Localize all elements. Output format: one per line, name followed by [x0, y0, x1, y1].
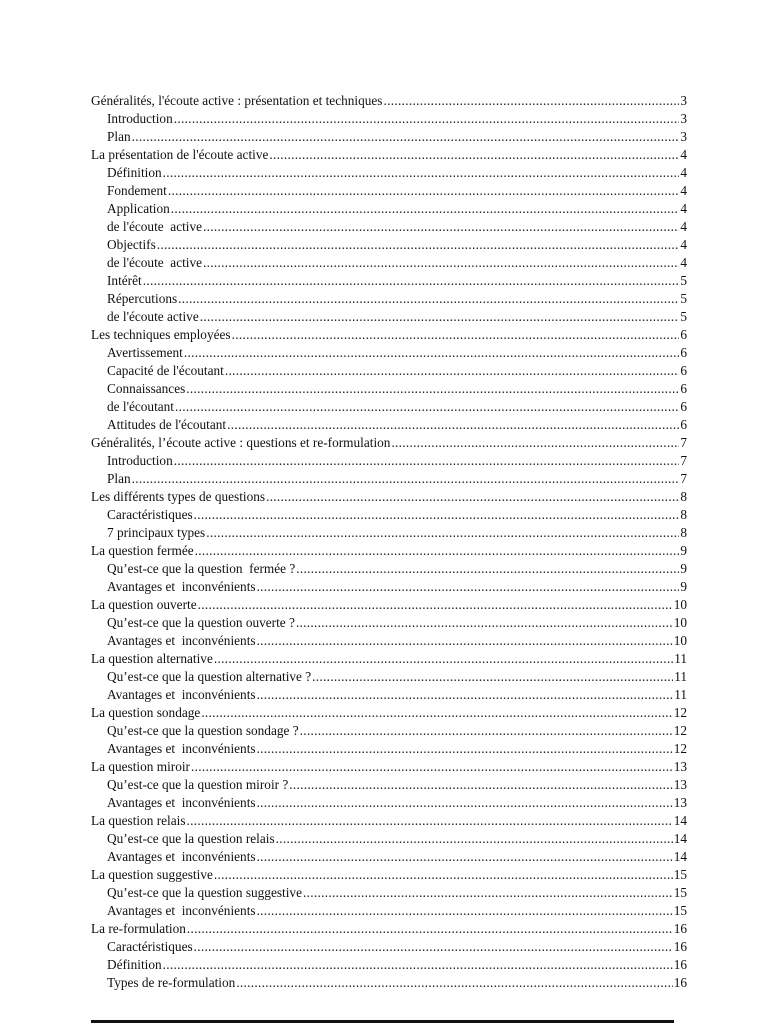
toc-entry[interactable] [91, 254, 687, 272]
toc-dot-leader [276, 830, 673, 848]
toc-entry[interactable] [91, 722, 687, 740]
toc-page-number: 14 [673, 813, 687, 828]
toc-dot-leader [157, 236, 680, 254]
toc-page-number: 11 [674, 669, 687, 684]
toc-dot-leader [300, 722, 673, 740]
toc-dot-leader [225, 362, 680, 380]
toc-entry-title: Plan [107, 129, 131, 144]
toc-entry[interactable] [91, 668, 687, 686]
toc-page-number: 16 [673, 921, 687, 936]
toc-dot-leader [257, 848, 673, 866]
toc-dot-leader [194, 938, 673, 956]
toc-page-number: 3 [680, 111, 687, 126]
toc-entry[interactable] [91, 326, 687, 344]
toc-entry-title: Capacité de l'écoutant [107, 363, 224, 378]
toc-page-number: 6 [680, 327, 687, 342]
toc-entry-title: Introduction [107, 111, 173, 126]
toc-page-number: 4 [680, 255, 687, 270]
toc-dot-leader [187, 920, 673, 938]
toc-page-number: 6 [680, 399, 687, 414]
toc-page-number: 16 [673, 939, 687, 954]
toc-entry-title: La présentation de l'écoute active [91, 147, 269, 162]
toc-entry-title: Qu’est-ce que la question miroir ? [107, 777, 289, 792]
toc-dot-leader [296, 560, 679, 578]
toc-entry[interactable] [91, 812, 687, 830]
toc-dot-leader [175, 398, 679, 416]
toc-page-number: 15 [673, 867, 687, 882]
toc-entry-title: Caractéristiques [107, 939, 193, 954]
toc-entry-title: Généralités, l'écoute active : présentation et techniques [91, 93, 383, 108]
toc-page-number: 14 [673, 849, 687, 864]
toc-entry-title: Qu’est-ce que la question ouverte ? [107, 615, 295, 630]
toc-page-number: 6 [680, 417, 687, 432]
toc-page-number: 4 [680, 165, 687, 180]
toc-entry-title: Qu’est-ce que la question suggestive [107, 885, 302, 900]
toc-entry[interactable] [91, 452, 687, 470]
toc-page-number: 5 [680, 291, 687, 306]
toc-entry[interactable] [91, 830, 687, 848]
toc-entry[interactable] [91, 956, 687, 974]
toc-entry-title: Avantages et inconvénients [107, 633, 256, 648]
toc-dot-leader [269, 146, 679, 164]
toc-dot-leader [289, 776, 672, 794]
toc-entry-title: Avantages et inconvénients [107, 849, 256, 864]
toc-page-number: 3 [680, 129, 687, 144]
toc-entry-title: Répercutions [107, 291, 178, 306]
toc-dot-leader [163, 164, 680, 182]
toc-entry[interactable] [91, 560, 687, 578]
toc-page-number: 4 [680, 147, 687, 162]
toc-entry[interactable] [91, 614, 687, 632]
toc-entry[interactable] [91, 704, 687, 722]
toc-entry-title: Types de re-formulation [107, 975, 236, 990]
toc-page-number: 6 [680, 381, 687, 396]
toc-entry[interactable] [91, 524, 687, 542]
toc-dot-leader [200, 308, 680, 326]
toc-entry[interactable] [91, 200, 687, 218]
toc-entry-title: Avantages et inconvénients [107, 903, 256, 918]
toc-entry[interactable] [91, 398, 687, 416]
toc-entry-title: Les techniques employées [91, 327, 231, 342]
toc-page-number: 12 [673, 705, 687, 720]
toc-page-number: 16 [673, 975, 687, 990]
toc-entry[interactable] [91, 632, 687, 650]
toc-entry[interactable] [91, 416, 687, 434]
table-of-contents [91, 92, 687, 992]
toc-dot-leader [257, 902, 673, 920]
toc-dot-leader [174, 110, 680, 128]
toc-entry-title: Objectifs [107, 237, 156, 252]
toc-entry[interactable] [91, 470, 687, 488]
toc-entry-title: Attitudes de l'écoutant [107, 417, 227, 432]
toc-dot-leader [257, 740, 673, 758]
toc-dot-leader [206, 524, 679, 542]
toc-page-number: 15 [673, 885, 687, 900]
toc-dot-leader [186, 380, 679, 398]
toc-entry[interactable] [91, 110, 687, 128]
toc-entry[interactable] [91, 218, 687, 236]
toc-dot-leader [198, 596, 673, 614]
toc-entry-title: de l'écoutant [107, 399, 175, 414]
toc-entry-title: La re-formulation [91, 921, 186, 936]
toc-dot-leader [194, 506, 680, 524]
toc-entry-title: Qu’est-ce que la question sondage ? [107, 723, 299, 738]
toc-page-number: 11 [674, 651, 687, 666]
toc-entry-title: Généralités, l’écoute active : questions et re-formulation [91, 435, 391, 450]
toc-entry-title: La question fermée [91, 543, 194, 558]
footer-rule [91, 1020, 674, 1023]
toc-entry-title: La question sondage [91, 705, 201, 720]
toc-dot-leader [296, 614, 673, 632]
toc-dot-leader [195, 542, 680, 560]
toc-page-number: 7 [680, 435, 687, 450]
toc-page-number: 4 [680, 237, 687, 252]
toc-page-number: 3 [680, 93, 687, 108]
toc-entry[interactable] [91, 758, 687, 776]
toc-entry-title: Définition [107, 957, 162, 972]
toc-page-number: 10 [673, 597, 687, 612]
toc-dot-leader [227, 416, 679, 434]
toc-dot-leader [257, 686, 674, 704]
toc-entry[interactable] [91, 164, 687, 182]
toc-dot-leader [303, 884, 673, 902]
toc-page-number: 9 [680, 543, 687, 558]
toc-page-number: 9 [680, 561, 687, 576]
toc-entry-title: de l'écoute active [107, 255, 203, 270]
toc-page-number: 16 [673, 957, 687, 972]
toc-entry[interactable] [91, 290, 687, 308]
toc-entry[interactable] [91, 920, 687, 938]
toc-entry-title: Plan [107, 471, 131, 486]
toc-entry[interactable] [91, 344, 687, 362]
toc-dot-leader [184, 344, 680, 362]
toc-entry[interactable] [91, 542, 687, 560]
toc-dot-leader [171, 200, 680, 218]
toc-entry[interactable] [91, 884, 687, 902]
toc-dot-leader [174, 452, 680, 470]
toc-entry[interactable] [91, 596, 687, 614]
toc-entry-title: Caractéristiques [107, 507, 193, 522]
toc-page-number: 4 [680, 201, 687, 216]
toc-dot-leader [203, 218, 679, 236]
toc-page-number: 13 [673, 759, 687, 774]
toc-entry[interactable] [91, 182, 687, 200]
toc-dot-leader [132, 470, 680, 488]
toc-entry-title: Avantages et inconvénients [107, 579, 256, 594]
toc-entry[interactable] [91, 776, 687, 794]
toc-page-number: 12 [673, 723, 687, 738]
toc-entry-title: Connaissances [107, 381, 186, 396]
toc-page-number: 13 [673, 795, 687, 810]
toc-entry[interactable] [91, 308, 687, 326]
toc-entry-title: Fondement [107, 183, 167, 198]
toc-entry[interactable] [91, 380, 687, 398]
toc-dot-leader [214, 650, 673, 668]
toc-page-number: 10 [673, 615, 687, 630]
toc-dot-leader [232, 326, 680, 344]
toc-entry[interactable] [91, 794, 687, 812]
toc-entry[interactable] [91, 506, 687, 524]
toc-dot-leader [168, 182, 680, 200]
toc-entry-title: La question ouverte [91, 597, 197, 612]
toc-page-number: 5 [680, 309, 687, 324]
toc-entry[interactable] [91, 128, 687, 146]
toc-entry[interactable] [91, 902, 687, 920]
toc-dot-leader [163, 956, 673, 974]
toc-dot-leader [178, 290, 679, 308]
toc-entry[interactable] [91, 974, 687, 992]
toc-entry-title: Introduction [107, 453, 173, 468]
toc-page-number: 11 [674, 687, 687, 702]
toc-dot-leader [266, 488, 679, 506]
toc-entry-title: Avantages et inconvénients [107, 741, 256, 756]
toc-entry[interactable] [91, 272, 687, 290]
toc-dot-leader [257, 794, 673, 812]
toc-entry[interactable] [91, 92, 687, 110]
toc-dot-leader [236, 974, 672, 992]
toc-entry[interactable] [91, 236, 687, 254]
toc-page-number: 6 [680, 363, 687, 378]
toc-entry[interactable] [91, 686, 687, 704]
toc-entry[interactable] [91, 578, 687, 596]
toc-page-number: 15 [673, 903, 687, 918]
toc-entry-title: La question relais [91, 813, 186, 828]
toc-entry-title: Application [107, 201, 170, 216]
toc-dot-leader [312, 668, 673, 686]
toc-dot-leader [203, 254, 679, 272]
toc-page-number: 7 [680, 471, 687, 486]
toc-entry-title: Avertissement [107, 345, 183, 360]
toc-entry-title: La question miroir [91, 759, 190, 774]
toc-entry[interactable] [91, 938, 687, 956]
toc-entry-title: La question suggestive [91, 867, 213, 882]
toc-page-number: 4 [680, 219, 687, 234]
toc-page-number: 4 [680, 183, 687, 198]
toc-entry[interactable] [91, 362, 687, 380]
toc-dot-leader [191, 758, 673, 776]
toc-dot-leader [132, 128, 680, 146]
toc-entry-title: de l'écoute active [107, 309, 199, 324]
toc-entry-title: Intérêt [107, 273, 142, 288]
toc-page-number: 14 [673, 831, 687, 846]
toc-dot-leader [143, 272, 680, 290]
toc-page-number: 8 [680, 525, 687, 540]
toc-entry-title: Les différents types de questions [91, 489, 266, 504]
toc-page-number: 7 [680, 453, 687, 468]
toc-entry-title: 7 principaux types [107, 525, 206, 540]
toc-page-number: 5 [680, 273, 687, 288]
toc-entry[interactable] [91, 146, 687, 164]
toc-dot-leader [214, 866, 673, 884]
toc-page-number: 13 [673, 777, 687, 792]
toc-entry-title: La question alternative [91, 651, 213, 666]
toc-dot-leader [383, 92, 679, 110]
toc-page-number: 6 [680, 345, 687, 360]
toc-page-number: 8 [680, 507, 687, 522]
toc-dot-leader [257, 578, 680, 596]
toc-entry-title: Qu’est-ce que la question relais [107, 831, 275, 846]
toc-entry-title: Qu’est-ce que la question fermée ? [107, 561, 296, 576]
toc-entry-title: de l'écoute active [107, 219, 203, 234]
toc-entry[interactable] [91, 848, 687, 866]
toc-dot-leader [201, 704, 672, 722]
toc-entry-title: Qu’est-ce que la question alternative ? [107, 669, 312, 684]
toc-entry[interactable] [91, 650, 687, 668]
toc-entry-title: Avantages et inconvénients [107, 795, 256, 810]
toc-dot-leader [391, 434, 679, 452]
toc-entry[interactable] [91, 866, 687, 884]
toc-page-number: 10 [673, 633, 687, 648]
toc-dot-leader [187, 812, 673, 830]
toc-entry-title: Définition [107, 165, 162, 180]
toc-page-number: 9 [680, 579, 687, 594]
toc-entry[interactable] [91, 740, 687, 758]
toc-entry-title: Avantages et inconvénients [107, 687, 256, 702]
toc-page-number: 8 [680, 489, 687, 504]
toc-entry[interactable] [91, 434, 687, 452]
toc-dot-leader [257, 632, 673, 650]
toc-entry[interactable] [91, 488, 687, 506]
toc-page-number: 12 [673, 741, 687, 756]
